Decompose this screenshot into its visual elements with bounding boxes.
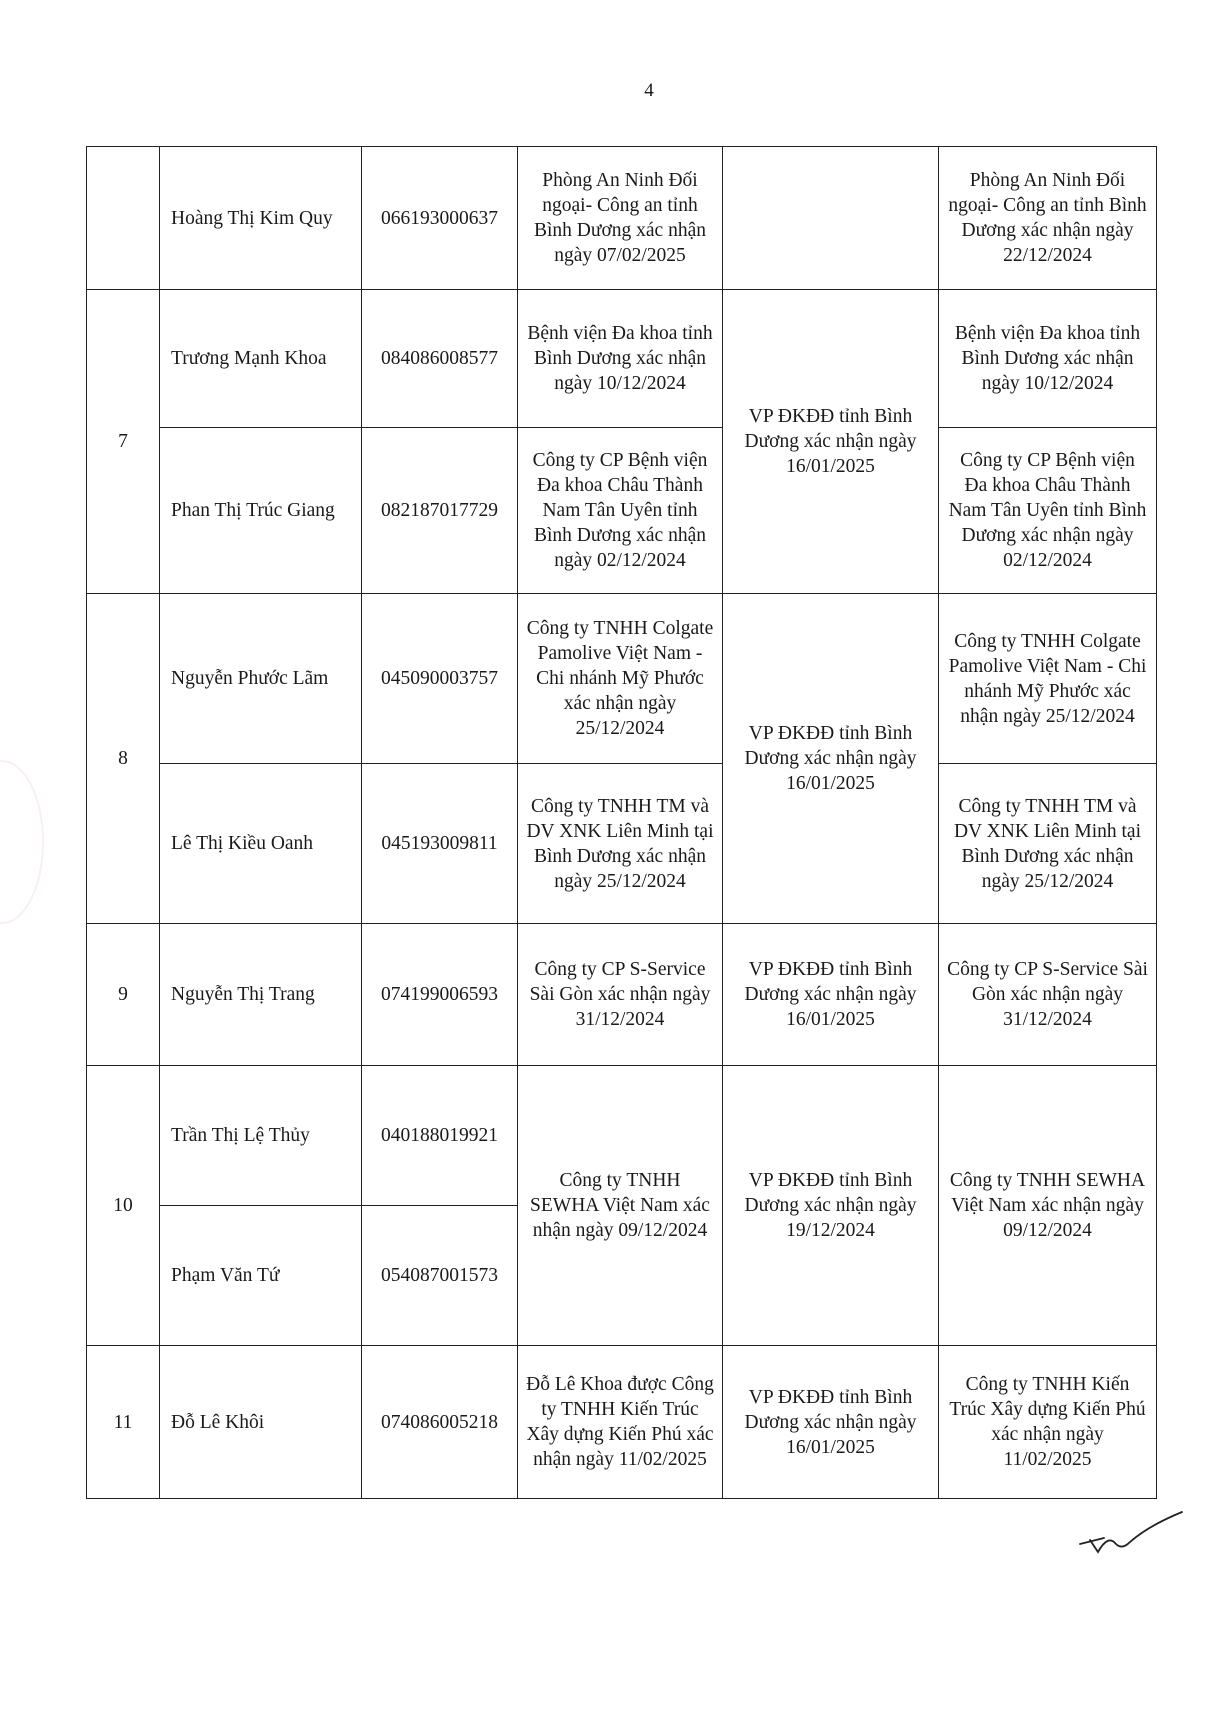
- confirm-cell: Công ty TNHH TM và DV XNK Liên Minh tại Bình Dương xác nhận ngày 25/12/2024: [518, 764, 723, 924]
- id-cell: 054087001573: [362, 1206, 518, 1346]
- stt-cell: 10: [87, 1066, 160, 1346]
- id-cell: 045090003757: [362, 594, 518, 764]
- id-cell: 084086008577: [362, 290, 518, 428]
- name-cell: Hoàng Thị Kim Quy: [160, 147, 362, 290]
- confirm-cell: Công ty CP Bệnh viện Đa khoa Châu Thành Nam Tân Uyên tỉnh Bình Dương xác nhận ngày 02/12/2024: [518, 428, 723, 594]
- final-cell: Công ty TNHH Kiến Trúc Xây dựng Kiến Phú xác nhận ngày 11/02/2025: [939, 1346, 1157, 1499]
- confirm-cell: Công ty CP S-Service Sài Gòn xác nhận ngày 31/12/2024: [518, 924, 723, 1066]
- table-row: [87, 147, 1157, 290]
- id-cell: 045193009811: [362, 764, 518, 924]
- id-cell: 066193000637: [362, 147, 518, 290]
- final-cell: Công ty TNHH SEWHA Việt Nam xác nhận ngày 09/12/2024: [939, 1066, 1157, 1346]
- final-cell: Công ty TNHH TM và DV XNK Liên Minh tại Bình Dương xác nhận ngày 25/12/2024: [939, 764, 1157, 924]
- table-row: [87, 764, 1157, 924]
- table-row: [87, 1346, 1157, 1499]
- vp-cell: VP ĐKĐĐ tỉnh Bình Dương xác nhận ngày 16/01/2025: [723, 924, 939, 1066]
- id-cell: 040188019921: [362, 1066, 518, 1206]
- name-cell: Nguyễn Phước Lãm: [160, 594, 362, 764]
- confirm-cell: Đỗ Lê Khoa được Công ty TNHH Kiến Trúc Xây dựng Kiến Phú xác nhận ngày 11/02/2025: [518, 1346, 723, 1499]
- vp-cell: VP ĐKĐĐ tỉnh Bình Dương xác nhận ngày 19/12/2024: [723, 1066, 939, 1346]
- final-cell: Phòng An Ninh Đối ngoại- Công an tỉnh Bình Dương xác nhận ngày 22/12/2024: [939, 147, 1157, 290]
- vp-cell: VP ĐKĐĐ tỉnh Bình Dương xác nhận ngày 16/01/2025: [723, 594, 939, 924]
- id-cell: 074199006593: [362, 924, 518, 1066]
- vp-cell: VP ĐKĐĐ tỉnh Bình Dương xác nhận ngày 16/01/2025: [723, 1346, 939, 1499]
- id-cell: 082187017729: [362, 428, 518, 594]
- stt-cell: 9: [87, 924, 160, 1066]
- id-cell: 074086005218: [362, 1346, 518, 1499]
- table-row: [87, 924, 1157, 1066]
- table-row: [87, 594, 1157, 764]
- confirm-cell: Phòng An Ninh Đối ngoại- Công an tỉnh Bình Dương xác nhận ngày 07/02/2025: [518, 147, 723, 290]
- name-cell: Phạm Văn Tứ: [160, 1206, 362, 1346]
- name-cell: Trương Mạnh Khoa: [160, 290, 362, 428]
- confirm-cell: Công ty TNHH Colgate Pamolive Việt Nam - Chi nhánh Mỹ Phước xác nhận ngày 25/12/2024: [518, 594, 723, 764]
- vp-cell: VP ĐKĐĐ tỉnh Bình Dương xác nhận ngày 16/01/2025: [723, 290, 939, 594]
- final-cell: Công ty CP Bệnh viện Đa khoa Châu Thành Nam Tân Uyên tỉnh Bình Dương xác nhận ngày 02/12/2024: [939, 428, 1157, 594]
- table-row: [87, 1066, 1157, 1206]
- final-cell: Bệnh viện Đa khoa tỉnh Bình Dương xác nhận ngày 10/12/2024: [939, 290, 1157, 428]
- name-cell: Nguyễn Thị Trang: [160, 924, 362, 1066]
- final-cell: Công ty CP S-Service Sài Gòn xác nhận ngày 31/12/2024: [939, 924, 1157, 1066]
- confirm-cell: Công ty TNHH SEWHA Việt Nam xác nhận ngày 09/12/2024: [518, 1066, 723, 1346]
- page-number: 4: [644, 80, 654, 101]
- stt-cell: 8: [87, 594, 160, 924]
- table-row: [87, 428, 1157, 594]
- name-cell: Đỗ Lê Khôi: [160, 1346, 362, 1499]
- vp-cell: [723, 147, 939, 290]
- stamp-trace: [0, 760, 44, 924]
- name-cell: Lê Thị Kiều Oanh: [160, 764, 362, 924]
- signature: [1078, 1508, 1188, 1558]
- table-row: [87, 290, 1157, 428]
- stt-cell: [87, 147, 160, 290]
- stt-cell: 11: [87, 1346, 160, 1499]
- name-cell: Phan Thị Trúc Giang: [160, 428, 362, 594]
- confirm-cell: Bệnh viện Đa khoa tỉnh Bình Dương xác nhận ngày 10/12/2024: [518, 290, 723, 428]
- records-table: [86, 146, 1157, 1499]
- stt-cell: 7: [87, 290, 160, 594]
- name-cell: Trần Thị Lệ Thủy: [160, 1066, 362, 1206]
- final-cell: Công ty TNHH Colgate Pamolive Việt Nam - Chi nhánh Mỹ Phước xác nhận ngày 25/12/2024: [939, 594, 1157, 764]
